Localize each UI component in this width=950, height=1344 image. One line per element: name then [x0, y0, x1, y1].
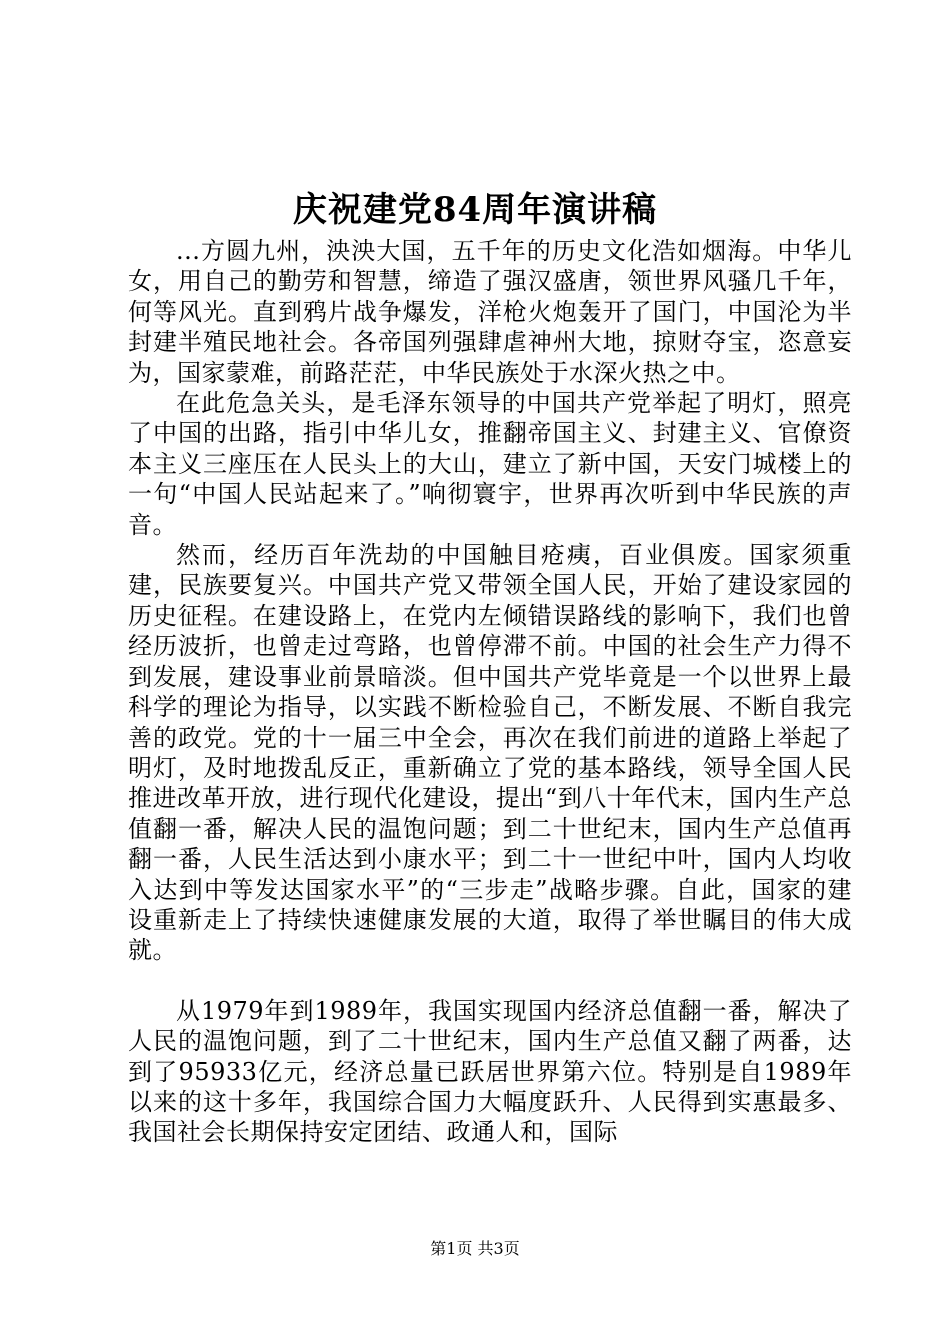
paragraph: 然而，经历百年洗劫的中国触目疮痍，百业俱废。国家须重建，民族要复兴。中国共产党又带领全国人民，开始了建设家园的历史征程。在建设路上，在党内左倾错误路线的影响下，我们也曾经历波折，也曾走过弯路，也曾停滞不前。中国的社会生产力得不到发展，建设事业前景暗淡。但中国共产党毕竟是一个以世界上最科学的理论为指导，以实践不断检验自己，不断发展、不断自我完善的政党。党的十一届三中全会，再次在我们前进的道路上举起了明灯，及时地拨乱反正，重新确立了党的基本路线，领导全国人民推进改革开放，进行现代化建设，提出“到八十年代末，国内生产总值翻一番，解决人民的温饱问题；到二十世纪末，国内生产总值再翻一番，人民生活达到小康水平；到二十一世纪中叶，国内人均收入达到中等发达国家水平”的“三步走”战略步骤。自此，国家的建设重新走上了持续快速健康发展的大道，取得了举世瞩目的伟大成就。	[128, 541, 852, 965]
page-title: 庆祝建党84周年演讲稿	[292, 190, 658, 230]
paragraph: 从1979年到1989年，我国实现国内经济总值翻一番，解决了人民的温饱问题，到了二十世纪末，国内生产总值又翻了两番，达到了95933亿元，经济总量已跃居世界第六位。特别是自1989年以来的这十多年，我国综合国力大幅度跃升、人民得到实惠最多、我国社会长期保持安定团结、政通人和，国际	[128, 996, 852, 1147]
paragraph: ...方圆九州，泱泱大国，五千年的历史文化浩如烟海。中华儿女，用自己的勤劳和智慧，缔造了强汉盛唐，领世界风骚几千年，何等风光。直到鸦片战争爆发，洋枪火炮轰开了国门，中国沦为半封建半殖民地社会。各帝国列强肆虐神州大地，掠财夺宝，恣意妄为，国家蒙难，前路茫茫，中华民族处于水深火热之中。	[128, 237, 852, 387]
paragraph: 在此危急关头，是毛泽东领导的中国共产党举起了明灯，照亮了中国的出路，指引中华儿女，推翻帝国主义、封建主义、官僚资本主义三座压在人民头上的大山，建立了新中国，天安门城楼上的一句“中国人民站起来了。”响彻寰宇，世界再次听到中华民族的声音。	[128, 389, 852, 539]
document-body	[128, 236, 852, 1148]
page-footer: 第1页 共3页	[430, 1239, 520, 1258]
